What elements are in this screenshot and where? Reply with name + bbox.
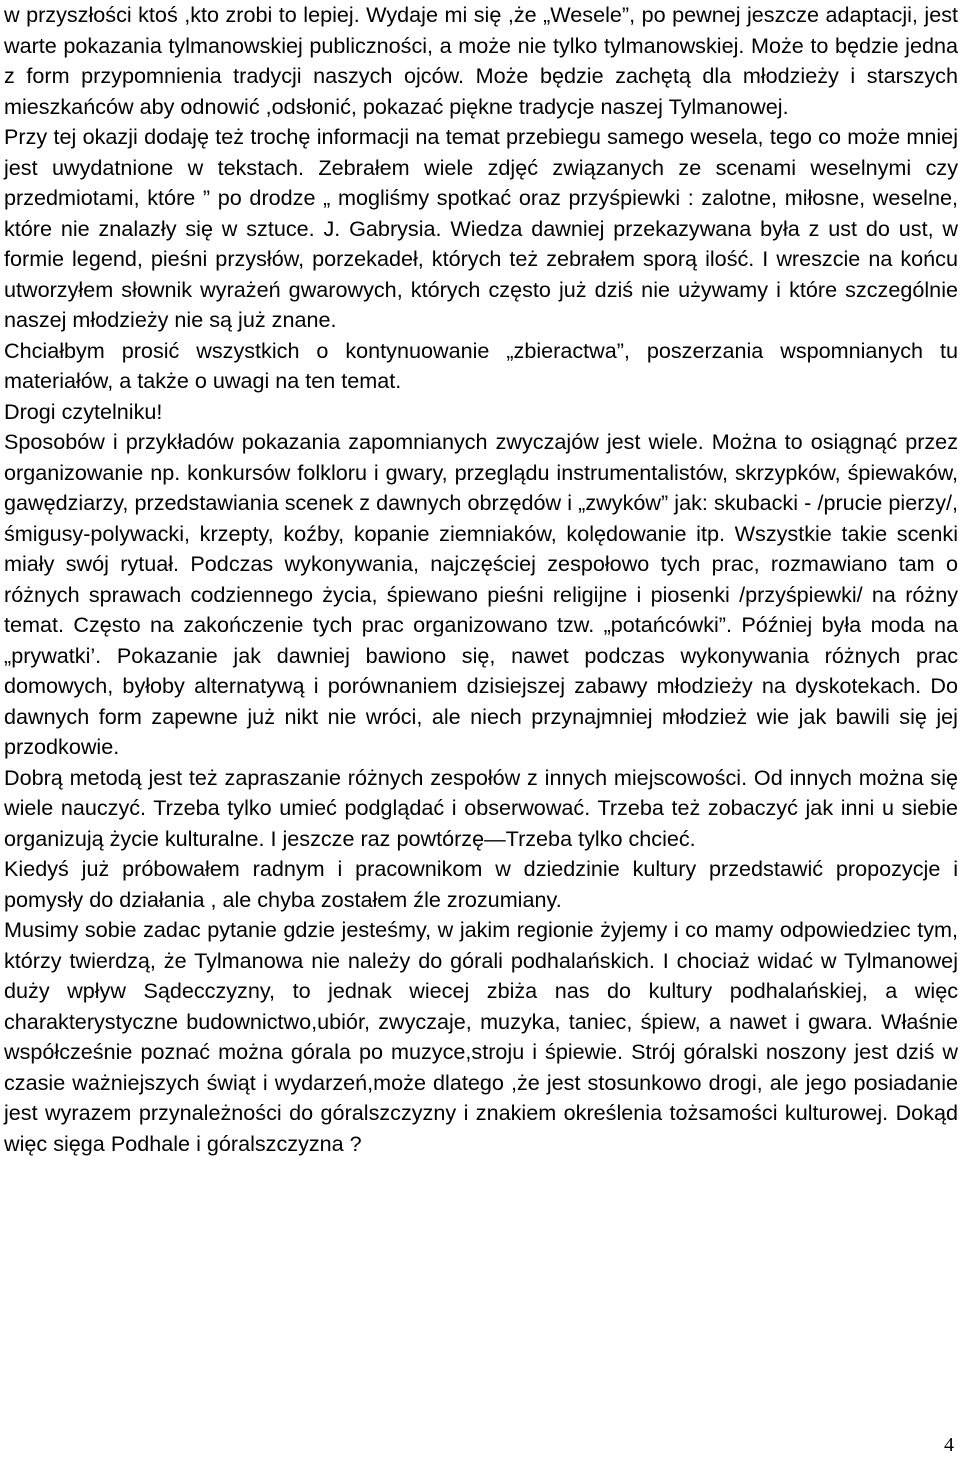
- paragraph-greeting: Drogi czytelniku!: [4, 398, 163, 424]
- paragraph-ways-of-showing: Sposobów i przykładów pokazania zapomnianych zwyczajów jest wiele. Można to osiągnąć przez organizowanie np. konkursów folkloru i gwary, przeglądu instrumentalistów, skrzypków, śpiewaków, gawędziarzy, przedstawiania scenek z dawnych obrzędów i „zwyków” jak: skubacki - /prucie pierzy/, śmigusy-polywacki, krzepty, koźby, kopanie ziemniaków, kolędowanie itp. Wszystkie takie scenki miały swój rytuał. Podczas wykonywania, najczęściej zespołowo tych prac, rozmawiano tam o różnych sprawach codziennego życia, śpiewano pieśni religijne i piosenki /przyśpiewki/ na różny temat. Często na zakończenie tych prac organizowano tzw. „potańcówki”. Później była moda na „prywatki’. Pokazanie jak dawniej bawiono się, nawet podczas wykonywania różnych prac domowych, byłoby alternatywą i porównaniem dzisiejszej zabawy młodzieży na dyskotekach. Do dawnych form zapewne już nikt nie wróci, ale niech przynajmniej młodzież wie jak bawili się jej przodkowie.: [4, 429, 958, 759]
- paragraph-inviting-groups: Dobrą metodą jest też zapraszanie różnych zespołów z innych miejscowości. Od innych można się wiele nauczyć. Trzeba tylko umieć podglądać i obserwować. Trzeba też zobaczyć jak inni u siebie organizują życie kulturalne. I jeszcze raz powtórzę—Trzeba tylko chcieć.: [4, 764, 958, 851]
- paragraph-wedding-info: Przy tej okazji dodaję też trochę informacji na temat przebiegu samego wesela, tego co może mniej jest uwydatnione w tekstach. Zebrałem wiele zdjęć związanych ze scenami weselnymi czy przedmiotami, które ” po drodze „ mogliśmy spotkać oraz przyśpiewki : zalotne, miłosne, weselne, które nie znalazły się w sztuce. J. Gabrysia. Wiedza dawniej przekazywana była z ust do ust, w formie legend, pieśni przysłów, porzekadeł, których też zebrałem sporą ilość. I wreszcie na końcu utworzyłem słownik wyrażeń gwarowych, których często już dziś nie używamy i które szczególnie naszej młodzieży nie są już znane.: [4, 124, 958, 332]
- paragraph-intro: w przyszłości ktoś ,kto zrobi to lepiej. Wydaje mi się ,że „Wesele”, po pewnej jeszcze adaptacji, jest warte pokazania tylmanowskiej publiczności, a może nie tylko tylmanowskiej. Może to będzie jedna z form przypomnienia tradycji naszych ojców. Może będzie zachętą dla młodzieży i starszych mieszkańców aby odnowić ,odsłonić, pokazać piękne tradycje naszej Tylmanowej.: [4, 2, 958, 119]
- paragraph-appeal: Chciałbym prosić wszystkich o kontynuowanie „zbieractwa”, poszerzania wspomnianych tu materiałów, a także o uwagi na ten temat.: [4, 337, 958, 393]
- page-number: 4: [944, 1434, 954, 1456]
- paragraph-identity-question: Musimy sobie zadac pytanie gdzie jesteśmy, w jakim regionie żyjemy i co mamy odpowiedziec tym, którzy twierdzą, że Tylmanowa nie należy do górali podhalańskich. I chociaż widać w Tylmanowej duży wpływ Sądecczyzny, to jednak wiecej zbiża nas do kultury podhalańskiej, a więc charakterystyczne budownictwo,ubiór, zwyczaje, muzyka, taniec, śpiew, a nawet i gwara. Właśnie współcześnie poznać można górala po muzyce,stroju i śpiewie. Strój góralski noszony jest dziś w czasie ważniejszych świąt i wydarzeń,może dlatego ,że jest stosunkowo drogi, ale jego posiadanie jest wyrazem przynależności do góralszczyzny i znakiem określenia tożsamości kulturowej. Dokąd więc sięga Podhale i góralszczyzna ?: [4, 917, 958, 1156]
- paragraph-proposals: Kiedyś już próbowałem radnym i pracownikom w dziedzinie kultury przedstawić propozycje i pomysły do działania , ale chyba zostałem źle zrozumiany.: [4, 856, 958, 912]
